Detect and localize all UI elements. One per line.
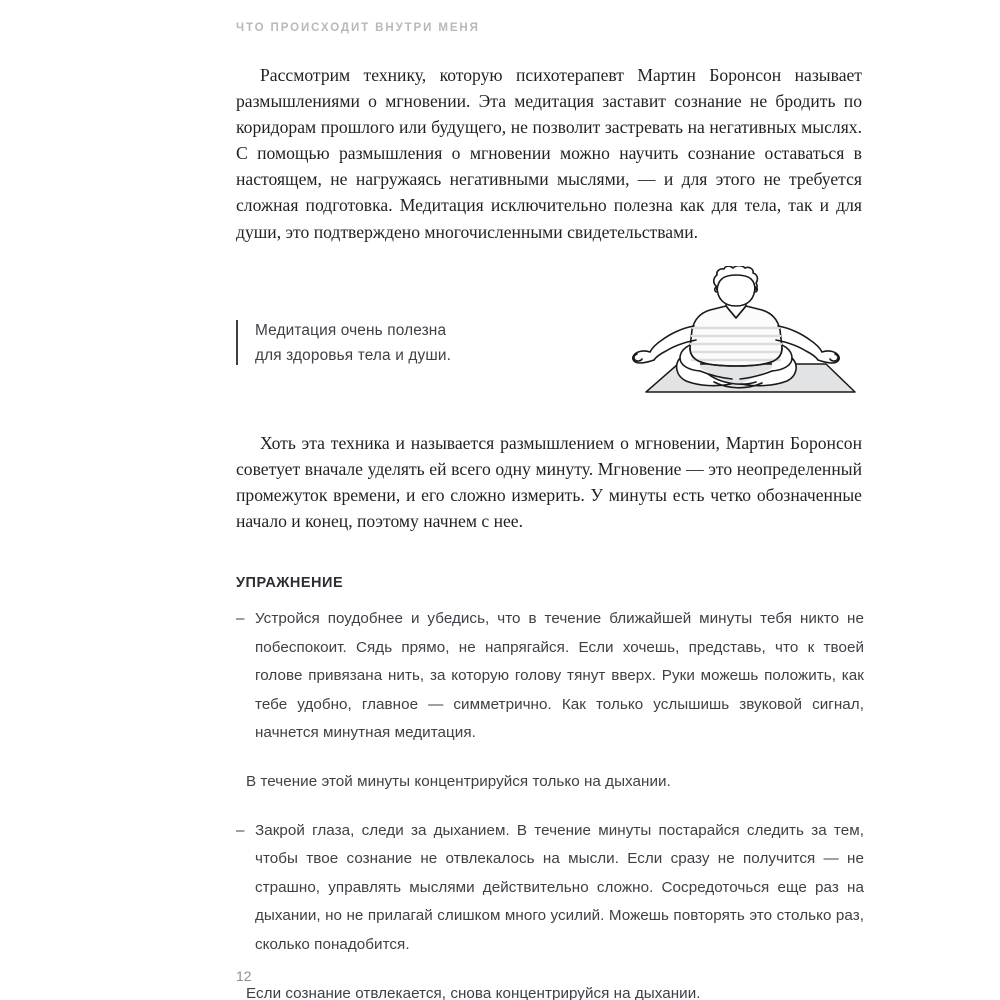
meditating-person-icon	[604, 266, 866, 411]
page-number: 12	[236, 968, 252, 984]
pull-quote	[236, 318, 451, 368]
list-item	[236, 817, 864, 960]
body-paragraph: Рассмотрим технику, которую психотерапевт Мартин Боронсон называет размышлениями о мгновении. Эта медитация заставит сознание не бродить по коридорам прошлого или будущего, не позволит застревать на негативных мыслях. С помощью размышления о мгновении можно научить сознание оставаться в настоящем, не нагружаясь негативными мыслями, — и для этого не требуется сложная подготовка. Медитация исключительно полезна как для тела, так и для души, это подтверждено многочисленными свидетельствами.	[236, 65, 862, 242]
exercise-heading: УПРАЖНЕНИЕ	[236, 575, 344, 591]
list-marker-dash: –	[236, 610, 245, 627]
pull-quote-rule	[236, 320, 238, 365]
list-marker-dash: –	[236, 821, 245, 839]
pull-quote-text	[255, 318, 451, 368]
exercise-note: Если сознание отвлекается, снова концентрируйся на дыхании.	[246, 984, 701, 1000]
exercise-list	[236, 605, 864, 1000]
list-item-text: Закрой глаза, следи за дыханием. В течение минуты постарайся следить за тем, чтобы твое сознание не отвлекалось на мысли. Если сразу не получится — не страшно, управлять мыслями действительно сложно. Сосредоточься еще раз на дыхании, но не прилагай слишком много усилий. Можешь повторять это столько раз, сколько понадобится.	[255, 821, 864, 953]
list-item-text: Устройся поудобнее и убедись, что в течение ближайшей минуты тебя никто не побеспокоит. Сядь прямо, не напрягайся. Если хочешь, представь, что к твоей голове привязана нить, за которую голову тянут вверх. Руки можешь положить, как тебе удобно, главное — симметрично. Как только услышишь звуковой сигнал, начнется минутная медитация.	[255, 610, 864, 742]
list-item	[236, 605, 864, 748]
paragraph-block-second	[236, 430, 862, 534]
meditation-illustration	[604, 266, 866, 411]
body-paragraph: Хоть эта техника и называется размышлением о мгновении, Мартин Боронсон советует вначале уделять ей всего одну минуту. Мгновение — это неопределенный промежуток времени, и его сложно измерить. У минуты есть четко обозначенные начало и конец, поэтому начнем с нее.	[236, 433, 862, 532]
paragraph-block-first	[236, 62, 862, 245]
pull-quote-line-1: Медитация очень полезна	[255, 322, 447, 339]
pull-quote-line-2: для здоровья тела и души.	[255, 347, 452, 364]
running-head: ЧТО ПРОИСХОДИТ ВНУТРИ МЕНЯ	[236, 22, 480, 34]
exercise-note: В течение этой минуты концентрируйся только на дыхании.	[246, 772, 671, 790]
